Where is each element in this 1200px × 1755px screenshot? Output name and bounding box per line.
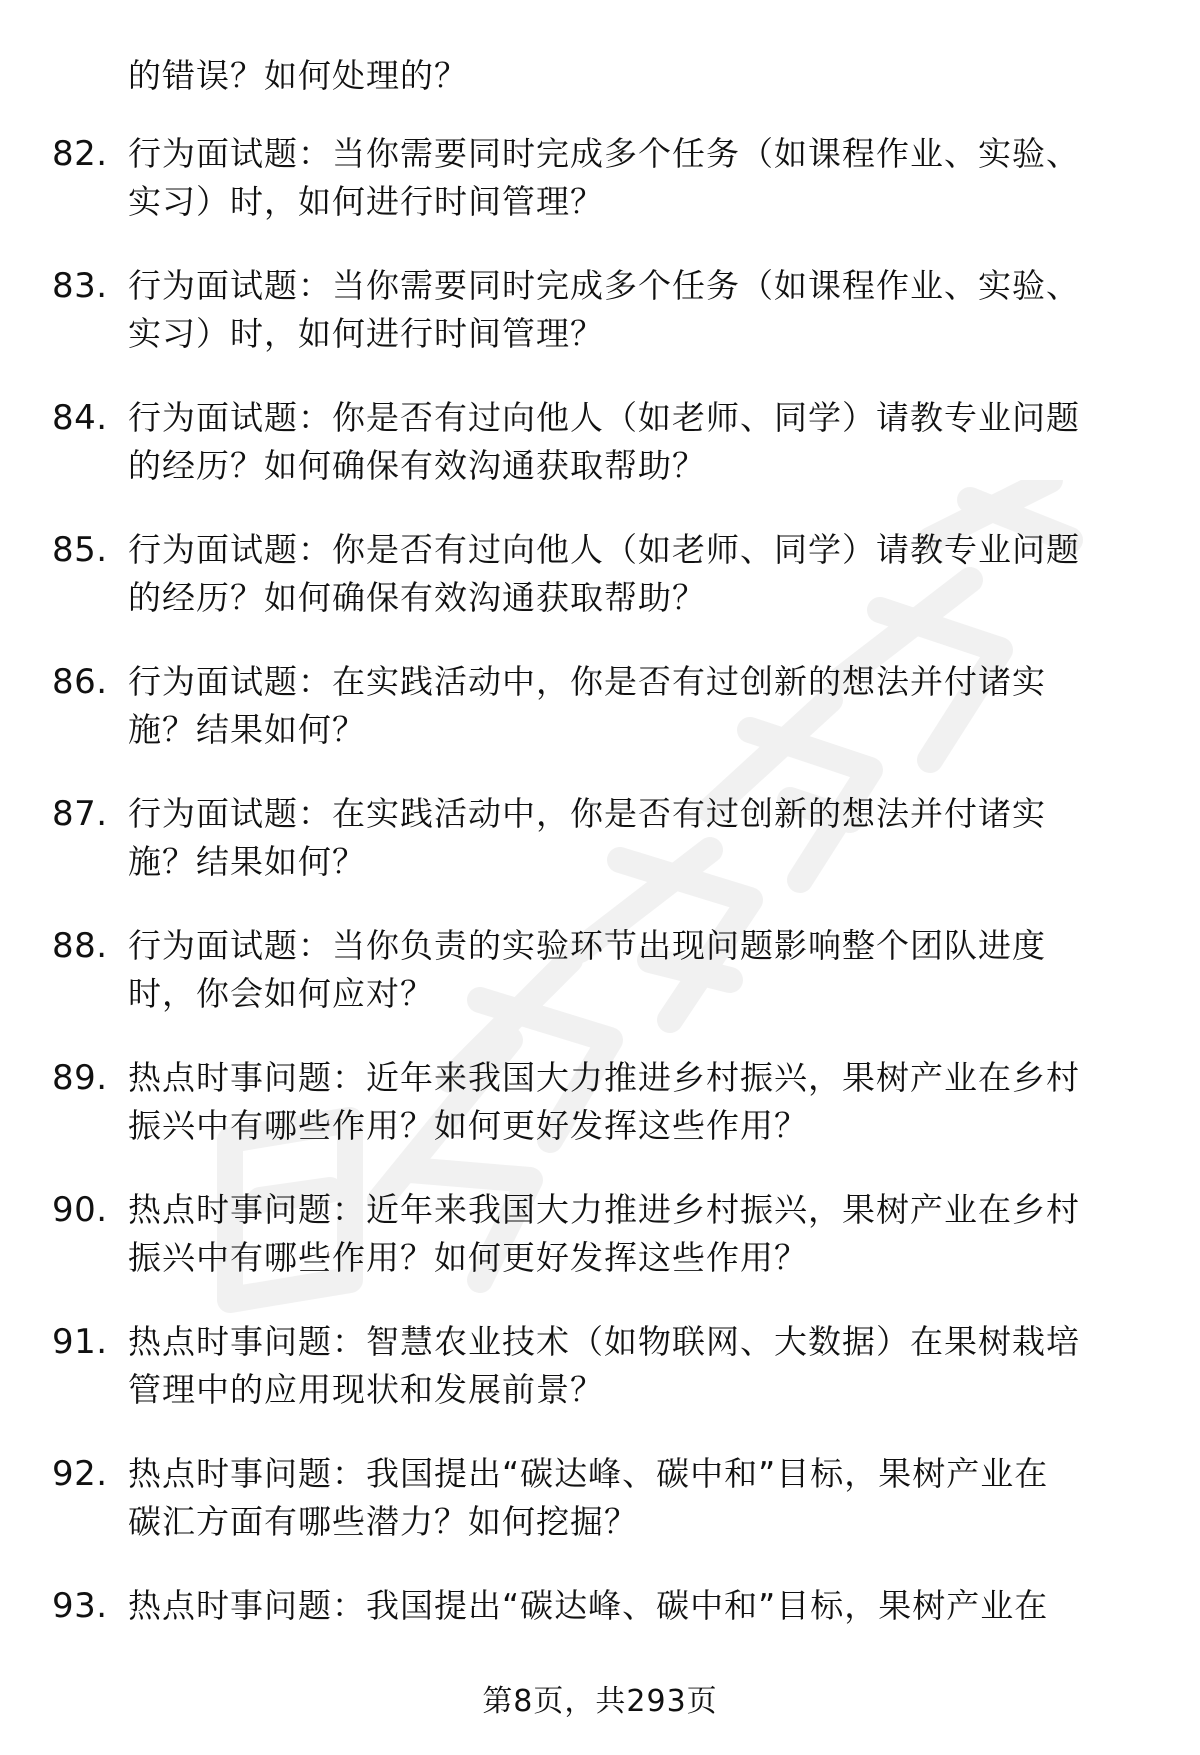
question-line: 行为面试题：在实践活动中，你是否有过创新的想法并付诸实	[128, 794, 1046, 833]
question-text	[128, 394, 1146, 490]
question-number: 85.	[52, 530, 108, 570]
question-line: 碳汇方面有哪些潜力？如何挖掘？	[128, 1502, 638, 1541]
question-item	[0, 658, 1200, 790]
question-number: 92.	[52, 1454, 108, 1494]
question-line: 行为面试题：当你需要同时完成多个任务（如课程作业、实验、	[128, 134, 1080, 173]
question-line: 行为面试题：你是否有过向他人（如老师、同学）请教专业问题	[128, 398, 1080, 437]
question-item	[0, 526, 1200, 658]
question-item	[0, 922, 1200, 1054]
question-number: 93.	[52, 1586, 108, 1626]
question-number: 91.	[52, 1322, 108, 1362]
question-text	[128, 1054, 1146, 1150]
question-number: 89.	[52, 1058, 108, 1098]
question-line: 实习）时，如何进行时间管理？	[128, 182, 604, 221]
question-text	[128, 130, 1146, 226]
question-item	[0, 1186, 1200, 1318]
question-text	[128, 790, 1146, 886]
question-line: 行为面试题：当你需要同时完成多个任务（如课程作业、实验、	[128, 266, 1080, 305]
question-line: 的经历？如何确保有效沟通获取帮助？	[128, 578, 706, 617]
question-line: 行为面试题：在实践活动中，你是否有过创新的想法并付诸实	[128, 662, 1046, 701]
question-number: 84.	[52, 398, 108, 438]
question-item	[0, 1318, 1200, 1450]
question-line: 的经历？如何确保有效沟通获取帮助？	[128, 446, 706, 485]
question-text	[128, 52, 1146, 100]
question-text	[128, 922, 1146, 1018]
question-line: 时，你会如何应对？	[128, 974, 434, 1013]
question-line: 振兴中有哪些作用？如何更好发挥这些作用？	[128, 1106, 808, 1145]
question-number: 88.	[52, 926, 108, 966]
question-text	[128, 1582, 1146, 1630]
question-line: 行为面试题：当你负责的实验环节出现问题影响整个团队进度	[128, 926, 1046, 965]
question-number: 82.	[52, 134, 108, 174]
question-text	[128, 1318, 1146, 1414]
question-line: 施？结果如何？	[128, 710, 366, 749]
question-line: 振兴中有哪些作用？如何更好发挥这些作用？	[128, 1238, 808, 1277]
question-line: 热点时事问题：我国提出“碳达峰、碳中和”目标，果树产业在	[128, 1586, 1049, 1625]
continuation-text	[0, 52, 1200, 130]
question-item	[0, 394, 1200, 526]
question-text	[128, 658, 1146, 754]
question-line: 实习）时，如何进行时间管理？	[128, 314, 604, 353]
question-item	[0, 130, 1200, 262]
question-item	[0, 1450, 1200, 1582]
question-line: 管理中的应用现状和发展前景？	[128, 1370, 604, 1409]
question-list	[0, 52, 1200, 1714]
question-number: 90.	[52, 1190, 108, 1230]
question-text	[128, 262, 1146, 358]
question-text	[128, 1450, 1146, 1546]
question-line: 热点时事问题：我国提出“碳达峰、碳中和”目标，果树产业在	[128, 1454, 1049, 1493]
question-number: 87.	[52, 794, 108, 834]
question-item	[0, 262, 1200, 394]
page-number-footer: 第8页，共293页	[482, 1684, 718, 1719]
question-number: 83.	[52, 266, 108, 306]
question-text	[128, 526, 1146, 622]
question-number: 86.	[52, 662, 108, 702]
question-line: 热点时事问题：近年来我国大力推进乡村振兴，果树产业在乡村	[128, 1190, 1080, 1229]
question-line: 行为面试题：你是否有过向他人（如老师、同学）请教专业问题	[128, 530, 1080, 569]
question-item	[0, 1054, 1200, 1186]
question-line: 热点时事问题：近年来我国大力推进乡村振兴，果树产业在乡村	[128, 1058, 1080, 1097]
question-line: 施？结果如何？	[128, 842, 366, 881]
question-item	[0, 790, 1200, 922]
question-text	[128, 1186, 1146, 1282]
question-line: 热点时事问题：智慧农业技术（如物联网、大数据）在果树栽培	[128, 1322, 1080, 1361]
question-line: 的错误？如何处理的？	[128, 56, 468, 95]
